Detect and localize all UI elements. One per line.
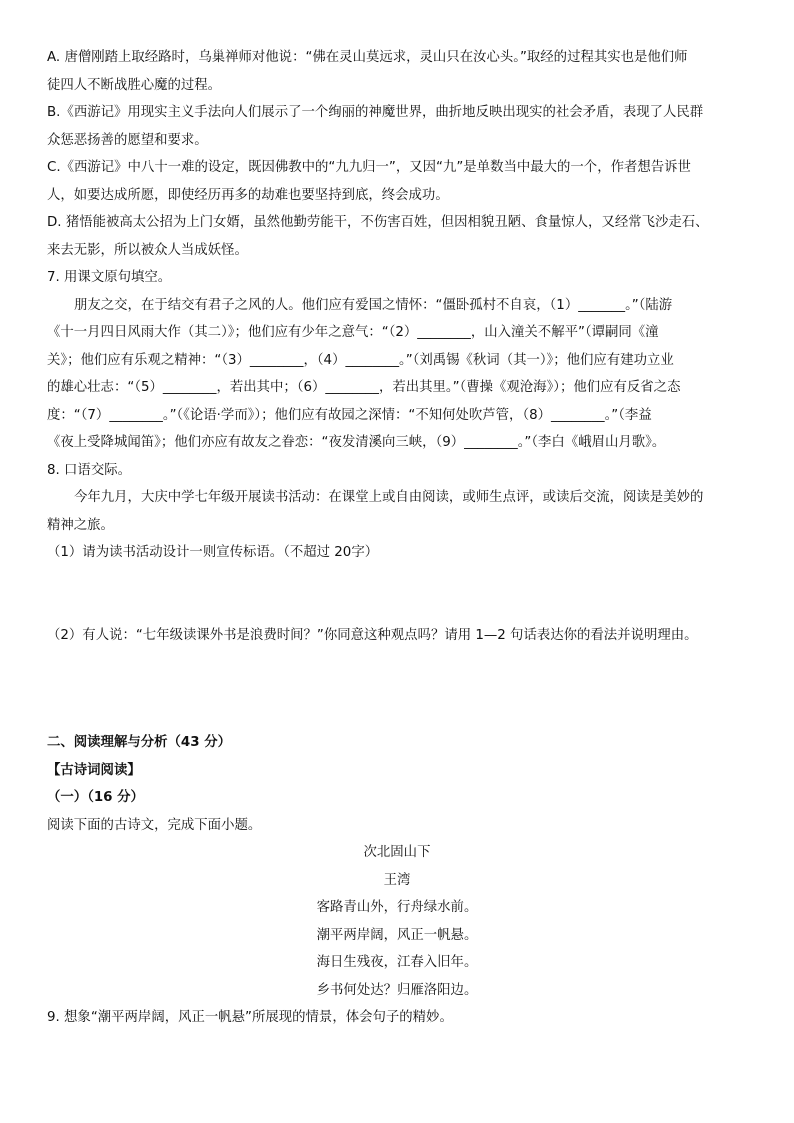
question-8-subquestion-2: （2）有人说：“七年级读课外书是浪费时间？”你同意这种观点吗？请用 1—2 句话表达你的看法并说明理由。 (47, 627, 698, 643)
question-7-line-1: 朋友之交，在于结交有君子之风的人。他们应有爱国之情怀：“僵卧孤村不自哀，（1）_______。”（陆游 (74, 297, 673, 313)
question-7-line-3: 关》；他们应有乐观之精神：“（3）________，（4）________。”（刘禹锡《秋词（其一）》；他们应有建功立业 (47, 352, 674, 368)
option-b-line-1: B.《西游记》用现实主义手法向人们展示了一个绚丽的神魔世界，曲折地反映出现实的社会矛盾，表现了人民群 (47, 105, 704, 120)
section-2-heading: 二、阅读理解与分析（43 分） (47, 735, 231, 750)
option-d-line-2: 来去无影，所以被众人当成妖怪。 (47, 242, 248, 258)
poem-line: 海日生残夜，江春入旧年。 (316, 955, 478, 970)
option-a-line-2: 徒四人不断战胜心魔的过程。 (47, 77, 222, 93)
section-2-part-label: （一）（16 分） (47, 790, 144, 805)
document-page (47, 44, 747, 1032)
question-8-title: 8. 口语交际。 (47, 462, 131, 478)
poem-line: 潮平两岸阔，风正一帆悬。 (316, 927, 478, 943)
section-2-subheading: 【古诗词阅读】 (47, 762, 141, 778)
poem-line: 乡书何处达？归雁洛阳边。 (316, 982, 478, 998)
section-2-instruction: 阅读下面的古诗文，完成下面小题。 (47, 817, 262, 833)
answer-space-2 (47, 649, 747, 729)
poem-author: 王湾 (383, 872, 411, 888)
question-7-line-2: 《十一月四日风雨大作（其二）》；他们应有少年之意气：“（2）________，山入潼关不解平”（谭嗣同《潼 (47, 325, 659, 340)
question-9-text: 9. 想象“潮平两岸阔，风正一帆悬”所展现的情景，体会句子的精妙。 (47, 1010, 453, 1025)
poem-title: 次北固山下 (363, 845, 431, 860)
question-8-intro-line-1: 今年九月，大庆中学七年级开展读书活动：在课堂上或自由阅读，或师生点评，或读后交流，阅读是美妙的 (74, 490, 704, 505)
option-d-line-1: D. 猪悟能被高太公招为上门女婿，虽然他勤劳能干，不伤害百姓，但因相貌丑陋、食量惊人，又经常飞沙走石、 (47, 215, 709, 230)
option-b-line-2: 众惩恶扬善的愿望和要求。 (47, 132, 208, 148)
question-7-line-4: 的雄心壮志：“（5）________，若出其中；（6）________，若出其里。”（曹操《观沧海》）；他们应有反省之态 (47, 380, 681, 395)
option-a-line-1: A. 唐僧刚踏上取经路时，乌巢禅师对他说：“佛在灵山莫远求，灵山只在汝心头。”取经的过程其实也是他们师 (47, 50, 688, 65)
answer-space-1 (47, 567, 747, 622)
question-7-line-5: 度：“（7）________。”（《论语·学而》）；他们应有故园之深情：“不知何处吹芦管，（8）________。”（李益 (47, 407, 652, 423)
poem-line: 客路青山外，行舟绿水前。 (316, 900, 478, 915)
option-c-line-1: C.《西游记》中八十一难的设定，既因佛教中的“九九归一”，又因“九”是单数当中最大的一个，作者想告诉世 (47, 160, 691, 175)
option-c-line-2: 人，如要达成所愿，即使经历再多的劫难也要坚持到底，终会成功。 (47, 187, 449, 203)
question-7-line-6: 《夜上受降城闻笛》；他们亦应有故友之眷恋：“夜发清溪向三峡，（9）________。”（李白《峨眉山月歌》。 (47, 435, 666, 450)
question-8-intro-line-2: 精神之旅。 (47, 517, 114, 533)
question-8-subquestion-1: （1）请为读书活动设计一则宣传标语。（不超过 20字） (47, 545, 379, 560)
question-7-title: 7. 用课文原句填空。 (47, 270, 172, 285)
